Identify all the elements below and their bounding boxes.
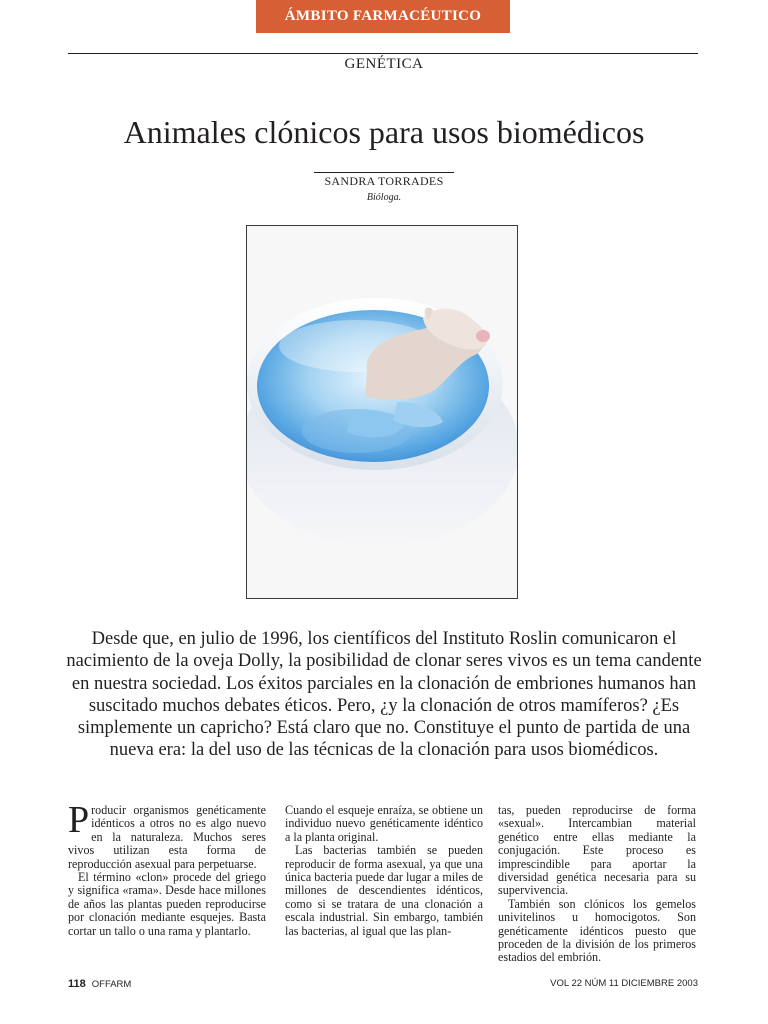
drop-cap: P [68,799,90,841]
article-lead: Desde que, en julio de 1996, los científicos del Instituto Roslin comunicaron el nacimiento de la oveja Dolly, la posibilidad de clonar seres vivos es un tema candente en nuestra sociedad. Los éxitos parciales en la clonación de embriones humanos han suscitado muchos debates éticos. Pero, ¿y la clonación de otros mamíferos? ¿Es simplemente un capricho? Está claro que no. Constituye el punto de partida de una nueva era: la del uso de las técnicas de la clonación para usos biomédicos. [66,629,702,761]
petri-dish-illustration [247,226,517,598]
body-column-1 [68,799,266,938]
header-rule [68,53,698,54]
page-number: 118 [68,978,86,990]
cloned-sheep-photo [246,225,518,599]
author-affiliation: Bióloga. [366,192,402,203]
body-paragraph: El término «clon» procede del griego y significa «rama». Desde hace millones de años las plantas pueden reproducirse por clonación mediante esquejes. Basta cortar un tallo o una rama y plantarlo. [68,870,266,938]
body-paragraph: Producir organismos genéticamente idénticos a otros no es algo nuevo en la naturaleza. Muchos seres vivos utilizan esta forma de reproducción asexual para perpetuarse. [68,799,266,871]
article-title: Animales clónicos para usos biomédicos [123,114,645,150]
body-paragraph: Las bacterias también se pueden reproducir de forma asexual, ya que una única bacteria puede dar lugar a miles de millones de descendientes idénticos, como si se tratara de una clonación a escala industrial. Sin embargo, también las bacterias, al igual que las plan- [285,843,483,938]
body-column-2 [285,804,483,938]
body-paragraph: tas, pueden reproducirse de forma «sexual». Intercambian material genético entre ellas mediante la conjugación. Este proceso es imprescindible para aportar la diversidad genética necesaria para su supervivencia. [498,803,696,898]
body-column-3 [498,804,696,965]
section-banner: ÁMBITO FARMACÉUTICO [256,0,510,33]
footer-page-info [68,978,131,990]
body-paragraph: También son clónicos los gemelos univitelinos u homocigotos. Son genéticamente idénticos puesto que proceden de la división de los primeros estadios del embrión. [498,896,696,965]
body-paragraph: Cuando el esqueje enraíza, se obtiene un individuo nuevo genéticamente idéntico a la planta original. [285,803,483,844]
author-name: SANDRA TORRADES [324,174,444,188]
footer-issue: VOL 22 NÚM 11 DICIEMBRE 2003 [550,978,698,989]
author-rule [314,172,454,173]
journal-name: OFFARM [91,979,132,990]
section-label: GENÉTICA [344,56,424,72]
